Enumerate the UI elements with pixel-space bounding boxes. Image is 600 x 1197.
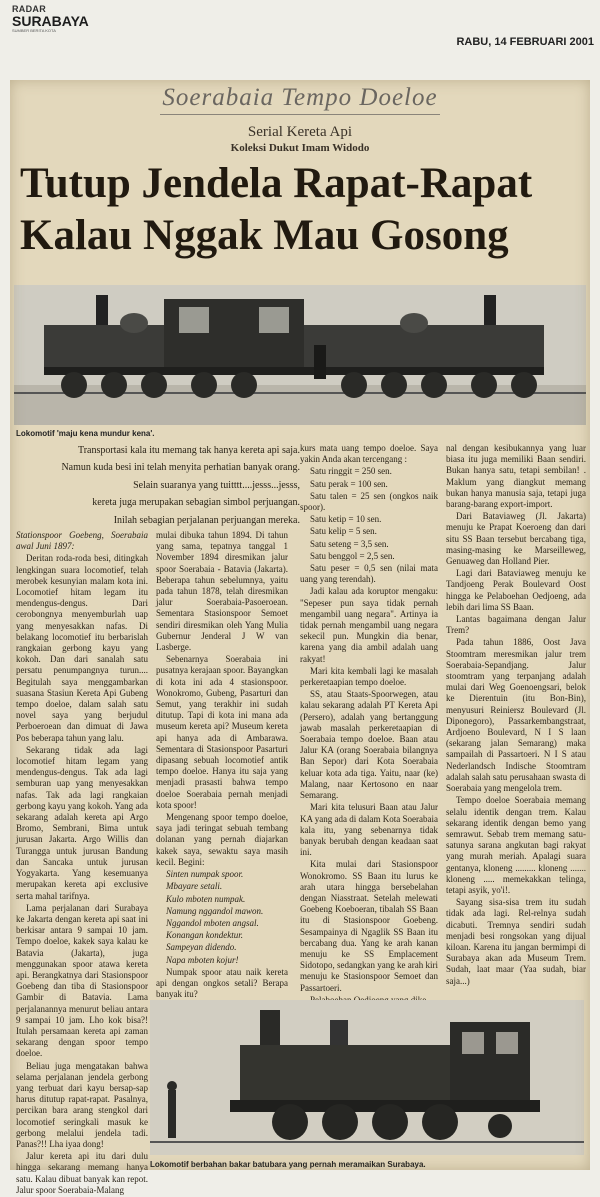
intro-line: Namun kuda besi ini telah menyita perhatian banyak orang.: [61, 462, 300, 474]
paragraph: Stationspoor Goebeng, Soerabaia awal Juni 1897:: [16, 530, 148, 552]
headline-line2: Kalau Nggak Mau Gosong: [20, 212, 509, 259]
song-line: Sinten numpak spoor.: [166, 869, 244, 880]
kicker: Serial Kereta Api: [247, 124, 353, 140]
currency-line: Satu seteng = 3,5 sen.: [310, 538, 389, 549]
rubric-title: Soerabaia Tempo Doeloe: [162, 84, 438, 111]
song-line: Namung nggandol mawon.: [166, 905, 264, 916]
rubric-divider: [160, 114, 440, 115]
masthead-line1: RADAR: [12, 4, 46, 14]
song-line: Sampeyan didendo.: [166, 942, 237, 953]
intro-line: Inilah sebagian perjalanan perjuangan mereka.: [113, 514, 300, 526]
paragraph: Kita mulai dari Stasionspoor Wonokromo. SS Baan itu lurus ke arah utara hingga bersebelahan dengan Niasstraat. Setelah melewati Goebeng Koeboeran, tibalah SS Baan itu di Stasionspoor Goebeng. Sesampainya di Ngaglik SS Baan itu bercabang dua. Yang ke arah kanan menuju ke SS Emplacement Sidotopo, sedangkan yang ke arah kiri menuju ke Stasionspoor Semoet dan Passartoeri.: [300, 859, 438, 993]
paragraph: kurs mata uang tempo doeloe. Saya yakin Anda akan tercengang :: [300, 443, 438, 465]
paragraph: nal dengan kesibukannya yang luar biasa itu juga memiliki Baan sendiri. Bukan hanya satu, tetapi sembilan! . Maklum yang diangkut memang bukan hanya manusia saja, tetapi juga barang-barang export-import.: [446, 443, 586, 510]
credit-line: Koleksi Dukut Imam Widodo: [230, 142, 370, 154]
paragraph: Deritan roda-roda besi, ditingkah lengkingan suara locomotief, telah merobek kesunyian malam kota ini. Locomotief hitam legam itu mendengus-dengus. Dari cerobongnya menyemburlah uap yang menyesakkan nafas. Di belakang locomotief itu berbarislah rangkaian gerbong kayu yang kokoh. Dan dari sanalah satu persatu penumpangnya turun.... Begitulah saya menggambarkan suasana Stasiun Kereta Api Gubeng tempo doeloe, dalam salah satu novel saya yang berjudul Perboeroean dan dimuat di Jawa Pos beberapa tahun yang lalu.: [16, 553, 148, 743]
headline-line1: Tutup Jendela Rapat-Rapat: [20, 160, 533, 207]
article-column-2: [156, 530, 288, 1014]
paragraph: Mari kita kembali lagi ke masalah perkeretaapian tempo doeloe.: [300, 665, 438, 688]
locomotive-photo-1: [14, 285, 586, 425]
paragraph: Mengenang spoor tempo doeloe, saya jadi teringat sebuah tembang dolanan yang pernah diajarkan kakek saya, sewaktu saya masih kecil. Begini:: [156, 812, 288, 867]
masthead-line2: SURABAYA: [12, 13, 89, 29]
intro-line: kereta juga merupakan sebagian simbol perjuangan.: [92, 497, 300, 509]
song-line: Konangan kondektur.: [166, 930, 243, 941]
intro-line: Transportasi kala itu memang tak hanya kereta api saja.: [77, 445, 300, 456]
paragraph: Jadi kalau ada koruptor mengaku: "Sepeser pun saya tidak pernah mengambil uang negara". Artinya ia tidak pernah mengambil uang negara sekecil pun. Mungkin dia benar, karena yang dia ambil adalah uang rakyat!: [300, 586, 438, 664]
paragraph: Dari Bataviaweg (Jl. Jakarta) menuju ke Prapat Koeroeng dan dari situ SS Baan tersebut bercabang tiga, masing-masing ke Marseilleweg, Genuaweg dan Holland Pier.: [446, 511, 586, 567]
intro-line: Selain suaranya yang tuitttt....jesss...jesss,: [133, 479, 300, 491]
song-line: Nggandol mboten angsal.: [166, 917, 259, 928]
photo-1-caption: Lokomotif 'maju kena mundur kena'.: [16, 429, 155, 438]
paragraph: Sebenarnya Soerabaia ini pusatnya kerajaan spoor. Bayangkan di kota ini ada 4 stasionspoor. Wonokromo, Gubeng, Pasarturi dan Semut, yang terakhir ini sudah ditutup. Tapi di kota ini mana ada museum kereta api? Museum kereta api hanya ada di Ambarawa. Sementara di Stasionspoor Pasarturi dipasang sebuah locomotief antik tempo doeloe. Hanya itu saja yang menjadi prasasti bahwa tempo doeloe Soerabaia pernah menjadi kota spoor!: [156, 654, 288, 810]
paragraph: Lagi dari Bataviaweg menuju ke Tandjoeng Perak Boulevard Oost hingga ke Pelaboehan Oedjoeng, ada lebih dari lima SS Baan.: [446, 568, 586, 612]
song-line: Kulo mboten numpak.: [166, 893, 246, 904]
paragraph: Lama perjalanan dari Surabaya ke Jakarta dengan kereta api saat ini berkisar antara 9 sampai 10 jam. Tempo doeloe, kakek saya kalau ke Batavia (Jakarta), juga menggunakan spoor atawa kereta api. Berangkatnya dari Stasionspoor Goebeng dan tiba di Stasionspoor Gambir di Batavia. Lama perjalanannya menurut beliau antara 9 sampai 10 jam. Lho kok bisa?! Itulah persamaan kereta api zaman sekarang dengan spoor tempo doeloe.: [16, 902, 148, 1059]
photo-2-caption: Lokomotif berbahan bakar batubara yang pernah meramaikan Surabaya.: [150, 1160, 426, 1169]
intro-lead: [40, 443, 300, 530]
article-column-4: [446, 443, 586, 988]
paragraph: mulai dibuka tahun 1894. Di tahun yang sama, tepatnya tanggal 1 November 1894 diresmikan jalur spoor Soerabaia - Batavia (Jakarta). Beberapa tahun sebelumnya, yaitu pada tahun 1878, telah diresmikan jalur Soerabaia-Pasoeroean. Sementara Stasionspoor Semoet sendiri diresmikan oleh Yang Mulia Gubernur Jenderal J W van Lasberge.: [156, 530, 288, 653]
currency-line: Satu ketip = 10 sen.: [310, 514, 382, 525]
paragraph: Sayang sisa-sisa trem itu sudah tidak ada lagi. Rel-relnya sudah dicabuti. Tremnya sendiri sudah menjadi besi rongsokan yang dijual kiloan. Karena itu jangan bermimpi di Surabaya akan ada Museum Trem. Sudah, laat maar (Yaa sudah, biar saja...): [446, 897, 586, 986]
locomotive-photo-2: [150, 1000, 584, 1155]
locomotive-illustration-1: [14, 285, 586, 425]
currency-line: Satu benggol = 2,5 sen.: [310, 550, 395, 561]
dateline: RABU, 14 FEBRUARI 2001: [456, 36, 594, 48]
currency-line: Satu talen = 25 sen (ongkos naik spoor).: [300, 490, 438, 513]
locomotive-illustration-2: [150, 1000, 584, 1155]
currency-line: Satu peser = 0,5 sen (nilai mata uang yang terendah).: [300, 563, 438, 585]
currency-line: Satu perak = 100 sen.: [310, 478, 388, 489]
paragraph: Sekarang tidak ada lagi locomotief hitam legam yang mendengus-dengus. Tak ada lagi semburan uap yang menyesakkan nafas. Tak ada lagi rangkaian gerbong kayu yang kokoh. Yang ada sekarang adalah kereta api Argo Bromo, Sembrani, Bima untuk jurusan Jakarta. Argo Willis dan Turangga untuk jurusan Bandung dan Sancaka untuk jurusan Yogyakarta. Yang kesemuanya merupakan kereta api exclusive serta mahal tarifnya.: [16, 744, 148, 901]
masthead-line3: SUMBER BERITA KOTA: [12, 28, 56, 33]
song-line: Mbayare setali.: [166, 881, 223, 892]
currency-line: Satu kelip = 5 sen.: [310, 526, 377, 537]
paragraph: Tempo doeloe Soerabaia memang selalu identik dengan trem. Kalau sekarang identik dengan bemo yang semrawut. Sebab trem memang satu-satunya sarana angkutan bagi rakyat yang murah meriah. Apalagi suara gentanya, kloneng ......... kloneng ....... kloneng ..... memekakkan telinga, tetapi asyik, yo'i!.: [446, 795, 586, 895]
currency-line: Satu ringgit = 250 sen.: [310, 466, 392, 477]
article-column-3: [300, 443, 438, 1007]
paragraph: Numpak spoor atau naik kereta api dengan ongkos setali? Berapa banyak itu?: [156, 966, 288, 1000]
paragraph: Pada tahun 1886, Oost Java Stoomtram meresmikan jalur trem Soerabaia-Sepandjang. Jalur stoomtram yang terpanjang adalah mulai dari Weg Goenoengsari, belok ke Dierentuin (itu Bon-Bin), menyusuri Reiniersz Boulevard (Jl. Diponegoro), Passarkembangstraat, Ardjoeno Boulevard, N I S laan (sekarang jalan Semarang) maka sampailah di Passartoeri. N I S atau Nederlandsch Indische Stoomtram adalah salah satu perusahaan swasta di Soerabaia yang mengelola trem.: [446, 637, 586, 794]
paragraph: SS, atau Staats-Spoorwegen, atau kalau sekarang adalah PT Kereta Api (Persero), adalah yang bertanggung jawab masalah perkeretaapian di Soerabaia tempo doeloe. Baan atau Jalur KA (orang Soerabaia bilangnya Ban Sepor) dari Kota Soerabaia keluar kota ada tiga. Yaitu, naar (ke) Malang, naar Kertosono en naar Semarang.: [300, 689, 438, 801]
headline: [20, 158, 580, 262]
paragraph: Jalur kereta api itu dari dulu hingga sekarang memang hanya satu. Kalau dibuat banyak kan repot. Jalur spoor Soerabaia-Malang: [16, 1151, 148, 1195]
article-column-1: [16, 530, 148, 1197]
paragraph: Beliau juga mengatakan bahwa selama perjalanan jendela gerbong yang terbuat dari kayu bersap-sap harus ditutup rapat-rapat. Pasalnya, percikan bara arang stengkol dari locomotief seringkali masuk ke gerbong melalui jendela tadi. Panas?!! Lha iyaa dong!: [16, 1060, 148, 1149]
masthead-logo: [12, 4, 89, 38]
song-line: Napa mboten kojur!: [166, 954, 239, 965]
paragraph: Lantas bagaimana dengan Jalur Trem?: [446, 614, 586, 636]
paragraph: Mari kita telusuri Baan atau Jalur KA yang ada di dalam Kota Soerabaia kala itu, yang sebenarnya tidak banyak berubah dengan keadaan saat ini.: [300, 802, 438, 858]
